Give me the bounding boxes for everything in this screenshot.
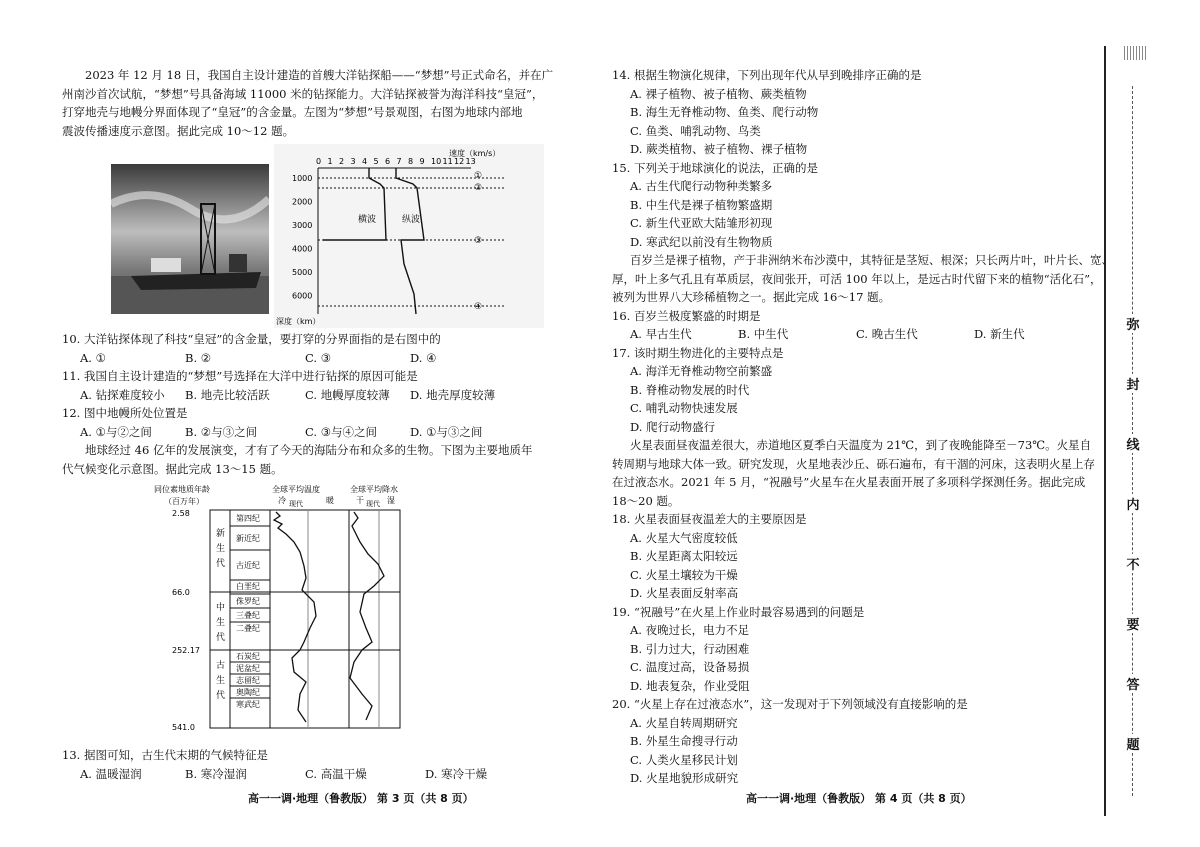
- seal-char: 封: [1124, 374, 1142, 393]
- option[interactable]: A. 古生代爬行动物种类繁多: [630, 179, 773, 193]
- footer-page-4: 高一一调·地理（鲁教版） 第 4 页（共 8 页）: [746, 792, 972, 805]
- option[interactable]: C. 鱼类、哺乳动物、鸟类: [630, 123, 761, 138]
- era-label: 生: [216, 618, 226, 628]
- intro-line: 18～20 题。: [612, 493, 680, 508]
- question-stem: 14. 根据生物演化规律，下列出现年代从早到晚排序正确的是: [612, 68, 922, 82]
- option[interactable]: B. 海生无脊椎动物、鱼类、爬行动物: [630, 105, 819, 119]
- s-wave-label: 横波: [358, 215, 377, 225]
- intro-line: 在过液态水。2021 年 5 月，“祝融号”火星车在火星表面开展了多项科学探测任务。据此完成: [612, 475, 1086, 489]
- age-label: 2.58: [172, 509, 190, 518]
- age-header: 同位素地质年龄: [154, 485, 210, 494]
- option[interactable]: C. 火星土壤较为干燥: [630, 567, 738, 582]
- question-stem: 19. “祝融号”在火星上作业时最容易遇到的问题是: [612, 604, 865, 619]
- intro-18-20: [612, 436, 1100, 510]
- left-column: [62, 66, 554, 783]
- depth-tick-label: 4000: [292, 244, 313, 254]
- option[interactable]: A. 早古生代: [630, 327, 692, 341]
- era-label: 代: [216, 559, 226, 569]
- period-label: 第四纪: [236, 514, 260, 523]
- option[interactable]: C. 温度过高，设备易损: [630, 660, 750, 674]
- option[interactable]: B. 寒冷湿润: [185, 766, 247, 781]
- boundary-mark-2: ②: [474, 183, 483, 193]
- speed-tick-label: 4: [362, 157, 368, 166]
- seal-char: 答: [1124, 674, 1142, 693]
- option[interactable]: D. 爬行动物盛行: [630, 419, 716, 434]
- era-label: 代: [216, 633, 226, 643]
- option[interactable]: B. 火星距离太阳较远: [630, 549, 738, 563]
- intro-line: 打穿地壳与地幔分界面体现了“皇冠”的含金量。左图为“梦想”号景观图，右图为地球内部地: [62, 105, 523, 119]
- option[interactable]: B. 脊椎动物发展的时代: [630, 382, 750, 397]
- intro-line: 地球经过 46 亿年的发展演变，才有了今天的海陆分布和众多的生物。下图为主要地质年: [85, 443, 533, 457]
- period-label: 二叠纪: [236, 624, 260, 633]
- intro-line: 震波传播速度示意图。据此完成 10～12 题。: [62, 123, 295, 138]
- option[interactable]: A. ①: [80, 350, 106, 365]
- age-label: 541.0: [172, 723, 195, 732]
- seismic-wave-chart: [274, 144, 544, 328]
- option[interactable]: B. 外星生命搜寻行动: [630, 734, 738, 748]
- intro-line: 被列为世界八大珍稀植物之一。据此完成 16～17 题。: [612, 290, 891, 304]
- seal-char: 内: [1124, 494, 1142, 513]
- speed-tick-label: 9: [419, 157, 425, 166]
- options: [62, 386, 548, 405]
- era-label: 代: [216, 691, 226, 701]
- speed-tick-label: 1: [327, 157, 333, 166]
- speed-tick-label: 13: [465, 157, 476, 166]
- option[interactable]: D. 地表复杂，作业受阻: [630, 678, 750, 693]
- era-label: 古: [216, 661, 226, 671]
- era-label: 生: [216, 544, 226, 554]
- period-label: 志留纪: [236, 676, 260, 685]
- depth-axis-label: 深度（km）: [276, 317, 321, 326]
- option[interactable]: C. 哺乳动物快速发展: [630, 401, 738, 415]
- option[interactable]: D. 火星表面反射率高: [630, 586, 739, 600]
- speed-tick-label: 0: [316, 157, 322, 166]
- options: [62, 349, 548, 368]
- option[interactable]: D. ①与③之间: [410, 424, 483, 439]
- figure-geologic-climate: [62, 482, 548, 744]
- option[interactable]: D. 寒武纪以前没有生物物质: [630, 234, 773, 249]
- p-wave-label: 纵波: [402, 215, 421, 225]
- speed-tick-label: 7: [396, 157, 402, 166]
- question-17: [612, 344, 1100, 437]
- intro-line: 百岁兰是裸子植物，产于非洲纳米布沙漠中，其特征是茎短、根深；只长两片叶，叶片长、宽、: [630, 253, 1113, 267]
- intro-line: 厚，叶上多气孔且有革质层，夜间张开，可活 100 年以上，是远古时代留下来的植物“活化石”，: [612, 271, 1102, 286]
- question-10: [62, 330, 548, 367]
- option[interactable]: D. 蕨类植物、被子植物、裸子植物: [630, 142, 808, 156]
- now-label: 现代: [289, 500, 303, 508]
- chart-title: 速度（km/s）: [449, 149, 501, 158]
- seal-char: 弥: [1124, 314, 1142, 333]
- intro-line: 2023 年 12 月 18 日，我国自主设计建造的首艘大洋钻探船——“梦想”号正式命名，并在广: [85, 68, 554, 82]
- question-stem: 11. 我国自主设计建造的“梦想”号选择在大洋中进行钻探的原因可能是: [62, 369, 418, 383]
- era-label: 生: [216, 676, 226, 686]
- question-13: [62, 746, 548, 783]
- question-stem: 13. 据图可知，古生代末期的气候特征是: [62, 748, 268, 762]
- depth-tick-label: 3000: [292, 221, 313, 230]
- speed-tick-label: 11: [442, 157, 453, 166]
- option[interactable]: A. 火星大气密度较低: [630, 530, 738, 545]
- option[interactable]: B. 中生代: [738, 327, 789, 341]
- cold-label: 冷: [278, 496, 286, 505]
- question-stem: 10. 大洋钻探体现了科技“皇冠”的含金量，要打穿的分界面指的是右图中的: [62, 332, 441, 346]
- question-stem: 16. 百岁兰极度繁盛的时期是: [612, 308, 761, 323]
- option[interactable]: A. ①与②之间: [80, 424, 152, 439]
- options: [62, 423, 548, 442]
- option[interactable]: D. 地壳厚度较薄: [410, 387, 496, 402]
- intro-16-17: [612, 251, 1113, 307]
- option[interactable]: D. 寒冷干燥: [425, 766, 488, 781]
- intro-line: 代气候变化示意图。据此完成 13～15 题。: [62, 461, 283, 476]
- question-19: [612, 603, 1100, 696]
- option[interactable]: B. 地壳比较活跃: [185, 387, 270, 402]
- now-label-2: 现代: [366, 500, 380, 508]
- intro-13-15: [62, 441, 548, 478]
- speed-tick-label: 2: [339, 157, 345, 166]
- seal-line-strip: [1104, 46, 1144, 816]
- depth-tick-label: 2000: [292, 197, 313, 207]
- question-stem: 20. “火星上存在过液态水”，这一发现对于下列领域没有直接影响的是: [612, 697, 968, 711]
- question-16: [612, 307, 1100, 344]
- rain-header: 全球平均降水: [350, 485, 398, 494]
- boundary-mark-3: ③: [474, 236, 483, 246]
- option[interactable]: D. ④: [410, 350, 437, 365]
- era-label: 新: [216, 529, 226, 539]
- warm-label: 暖: [326, 496, 334, 505]
- period-label: 寒武纪: [236, 700, 260, 709]
- drilling-ship-photo: [111, 164, 269, 314]
- era-label: 中: [216, 603, 226, 613]
- boundary-mark-4: ④: [474, 302, 483, 312]
- seal-char: 题: [1124, 734, 1142, 753]
- footer-page-3: 高一一调·地理（鲁教版） 第 3 页（共 8 页）: [248, 792, 474, 805]
- option[interactable]: B. 中生代是裸子植物繁盛期: [630, 197, 773, 212]
- age-label: 252.17: [172, 646, 200, 655]
- options: [612, 325, 1100, 344]
- seal-char: 要: [1124, 614, 1142, 633]
- option[interactable]: D. 火星地貌形成研究: [630, 771, 739, 785]
- right-column: [612, 66, 1113, 788]
- option[interactable]: D. 新生代: [974, 327, 1025, 341]
- question-14: [612, 66, 1100, 159]
- speed-tick-label: 12: [454, 157, 465, 166]
- question-11: [62, 367, 548, 404]
- boundary-mark-1: ①: [474, 171, 483, 181]
- depth-tick-label: 1000: [292, 174, 313, 183]
- period-label: 新近纪: [236, 534, 260, 543]
- period-label: 石炭纪: [236, 652, 260, 661]
- option[interactable]: C. 晚古生代: [856, 327, 918, 341]
- temp-header: 全球平均温度: [272, 485, 320, 494]
- speed-tick-label: 8: [408, 157, 414, 166]
- intro-line: 转周期与地球大体一致。研究发现，火星地表沙丘、砾石遍布，有干涸的河床，这表明火星上存: [612, 456, 1095, 471]
- option[interactable]: A. 钻探难度较小: [80, 387, 165, 402]
- question-12: [62, 404, 548, 441]
- speed-tick-label: 10: [431, 157, 442, 166]
- option[interactable]: A. 裸子植物、被子植物、蕨类植物: [630, 86, 807, 101]
- question-20: [612, 695, 1100, 788]
- intro-line: 州南沙首次试航，“梦想”号具备海域 11000 米的钻探能力。大洋钻探被誉为海洋科技“皇冠”，: [62, 86, 544, 101]
- option[interactable]: C. 地幔厚度较薄: [305, 387, 390, 402]
- intro-line: 火星表面昼夜温差很大，赤道地区夏季白天温度为 21℃，到了夜晚能降至－73℃。火星自: [630, 438, 1092, 452]
- speed-tick-label: 3: [350, 157, 356, 166]
- question-stem: 12. 图中地幔所处位置是: [62, 406, 188, 420]
- option[interactable]: C. 人类火星移民计划: [630, 752, 738, 767]
- seal-char: 不: [1124, 554, 1142, 573]
- option[interactable]: A. 温暖湿润: [80, 766, 142, 781]
- option[interactable]: C. 新生代亚欧大陆雏形初现: [630, 216, 773, 230]
- period-label: 侏罗纪: [236, 597, 260, 606]
- speed-tick-label: 5: [373, 157, 379, 166]
- age-label: 66.0: [172, 588, 190, 597]
- option[interactable]: C. ③: [305, 350, 332, 365]
- option[interactable]: A. 夜晚过长，电力不足: [630, 623, 750, 637]
- dry-label: 干: [356, 496, 364, 505]
- depth-tick-label: 6000: [292, 291, 313, 301]
- speed-tick-label: 6: [385, 157, 391, 166]
- option[interactable]: A. 海洋无脊椎动物空前繁盛: [630, 364, 773, 378]
- question-18: [612, 510, 1100, 603]
- period-label: 古近纪: [236, 561, 260, 570]
- period-label: 泥盆纪: [236, 664, 260, 673]
- figure-ship-and-seismic: [62, 144, 548, 328]
- wet-label: 湿: [387, 496, 395, 505]
- depth-tick-label: 5000: [292, 268, 313, 277]
- question-stem: 18. 火星表面昼夜温差大的主要原因是: [612, 512, 807, 526]
- question-15: [612, 159, 1100, 252]
- period-label: 白垩纪: [236, 582, 260, 591]
- option[interactable]: A. 火星自转周期研究: [630, 715, 738, 730]
- intro-10-12: [62, 66, 554, 140]
- options: [62, 765, 548, 784]
- option[interactable]: B. ②: [185, 350, 212, 365]
- period-label: 奥陶纪: [236, 688, 260, 697]
- option[interactable]: B. ②与③之间: [185, 424, 258, 439]
- period-label: 三叠纪: [236, 611, 260, 620]
- age-unit: （百万年）: [164, 497, 204, 506]
- hatch-pattern: [1124, 46, 1146, 60]
- option[interactable]: C. ③与④之间: [305, 424, 378, 439]
- question-stem: 17. 该时期生物进化的主要特点是: [612, 345, 784, 360]
- option[interactable]: C. 高温干燥: [305, 766, 367, 781]
- option[interactable]: B. 引力过大，行动困难: [630, 641, 750, 656]
- geologic-climate-chart: [154, 482, 454, 744]
- question-stem: 15. 下列关于地球演化的说法，正确的是: [612, 160, 818, 175]
- seal-char: 线: [1124, 434, 1142, 453]
